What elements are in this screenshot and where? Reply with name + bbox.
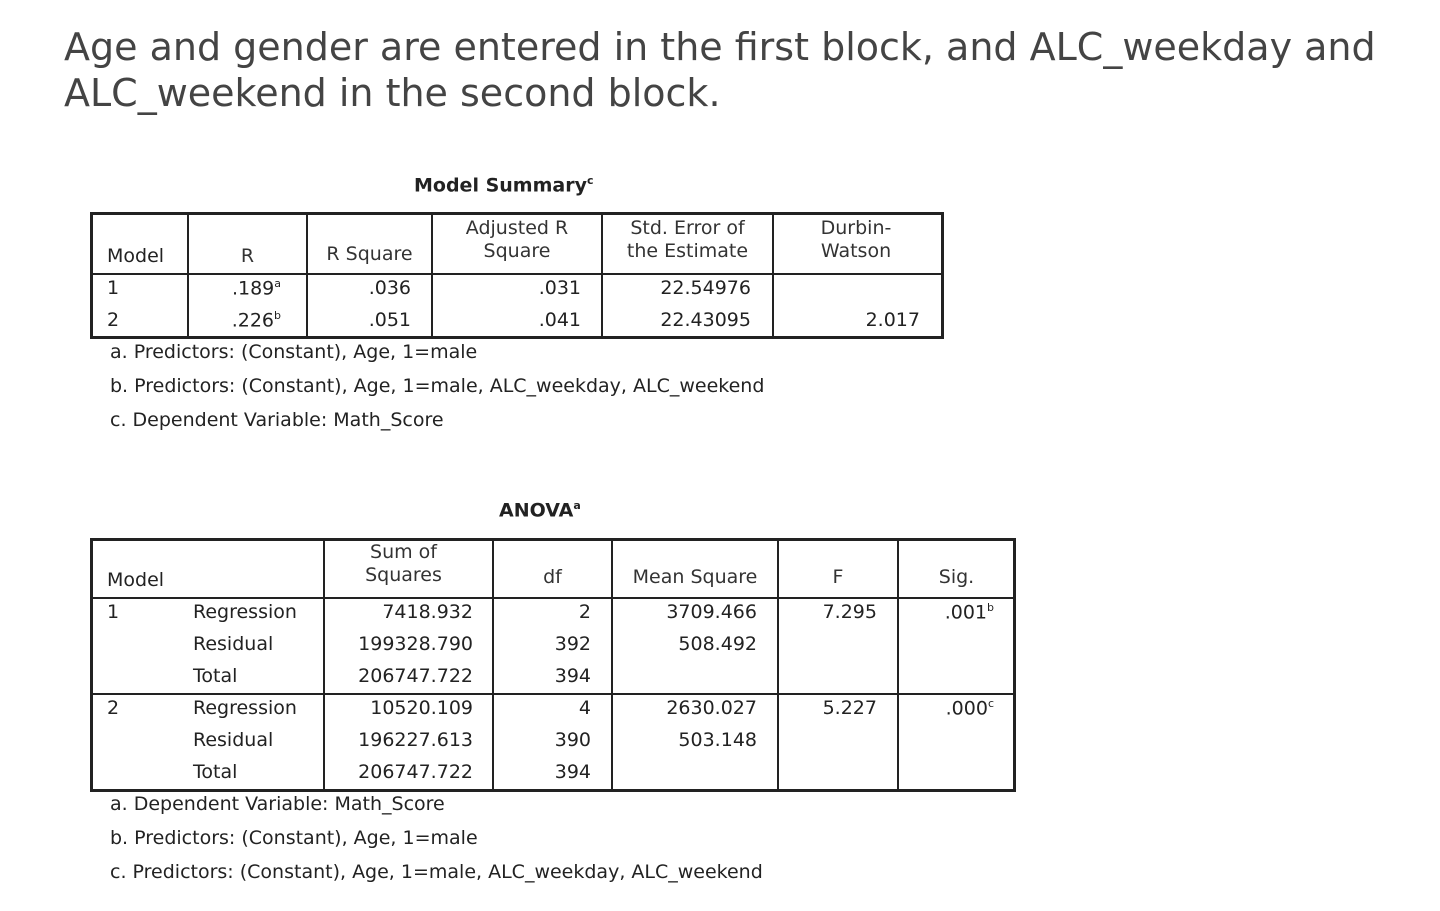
table-cell-f: 5.227 <box>822 697 877 719</box>
table-cell-df: 390 <box>554 729 591 751</box>
anova-footnote: a. Dependent Variable: Math_Score <box>110 793 445 815</box>
table-cell-r: .226$^b$ <box>231 309 281 332</box>
header-adjusted-r-square: Adjusted R Square <box>465 217 569 262</box>
table-row-model: 2 <box>107 309 120 331</box>
table-cell-df: 4 <box>578 697 591 719</box>
table-cell-source: Total <box>193 761 238 783</box>
model-summary-footnote: c. Dependent Variable: Math_Score <box>110 409 444 431</box>
table-cell-sig: .000$^c$ <box>945 697 994 720</box>
table-cell-source: Residual <box>193 633 274 655</box>
header-sum-of-squares: Sum of Squares <box>365 541 442 586</box>
table-cell-source: Residual <box>193 729 274 751</box>
table-cell-df: 394 <box>554 665 591 687</box>
table-cell-sum-of-squares: 206747.722 <box>358 761 473 783</box>
table-cell-r: .189$^a$ <box>231 277 281 300</box>
header-r-square: R Square <box>326 243 413 265</box>
header-model: Model <box>107 569 165 591</box>
header-f: F <box>832 566 844 588</box>
table-row-model: 2 <box>107 697 120 719</box>
model-summary-table <box>90 212 944 339</box>
table-row-model: 1 <box>107 277 120 299</box>
table-cell-mean-square: 508.492 <box>678 633 757 655</box>
table-cell-sum-of-squares: 199328.790 <box>358 633 473 655</box>
table-cell-sig: .001$^b$ <box>944 601 994 624</box>
anova-footnote: b. Predictors: (Constant), Age, 1=male <box>110 827 478 849</box>
table-cell-adjusted-r-square: .031 <box>538 277 581 299</box>
table-cell-df: 392 <box>554 633 591 655</box>
table-cell-f: 7.295 <box>822 601 877 623</box>
table-cell-r-square: .036 <box>368 277 411 299</box>
header-model: Model <box>107 245 165 267</box>
table-cell-std-error: 22.43095 <box>660 309 751 331</box>
table-cell-sum-of-squares: 10520.109 <box>370 697 473 719</box>
table-cell-sum-of-squares: 196227.613 <box>358 729 473 751</box>
table-cell-std-error: 22.54976 <box>660 277 751 299</box>
anova-footnote: c. Predictors: (Constant), Age, 1=male, ALC_weekday, ALC_weekend <box>110 861 763 883</box>
table-row-model: 1 <box>107 601 120 623</box>
table-cell-source: Regression <box>193 601 297 623</box>
table-cell-df: 394 <box>554 761 591 783</box>
table-cell-durbin-watson: 2.017 <box>865 309 920 331</box>
table-cell-adjusted-r-square: .041 <box>538 309 581 331</box>
table-cell-source: Total <box>193 665 238 687</box>
header-sig: Sig. <box>938 566 975 588</box>
table-cell-mean-square: 503.148 <box>678 729 757 751</box>
anova-table <box>90 538 1016 792</box>
table-cell-sum-of-squares: 206747.722 <box>358 665 473 687</box>
table-cell-r-square: .051 <box>368 309 411 331</box>
intro-text: Age and gender are entered in the first block, and ALC_weekday and ALC_weekend in the second block. <box>64 25 1376 115</box>
header-durbin-watson: Durbin- Watson <box>820 217 892 262</box>
table-cell-mean-square: 3709.466 <box>666 601 757 623</box>
table-cell-mean-square: 2630.027 <box>666 697 757 719</box>
table-cell-df: 2 <box>578 601 591 623</box>
model-summary-footnote: a. Predictors: (Constant), Age, 1=male <box>110 341 478 363</box>
anova-title: ANOVA$^a$ <box>499 499 581 522</box>
table-cell-sum-of-squares: 7418.932 <box>382 601 473 623</box>
model-summary-title: Model Summary$^c$ <box>414 174 594 197</box>
header-mean-square: Mean Square <box>632 566 758 588</box>
model-summary-footnote: b. Predictors: (Constant), Age, 1=male, ALC_weekday, ALC_weekend <box>110 375 765 397</box>
header-std-error: Std. Error of the Estimate <box>626 217 749 262</box>
table-cell-source: Regression <box>193 697 297 719</box>
header-df: df <box>543 566 562 588</box>
header-r: R <box>240 245 255 267</box>
